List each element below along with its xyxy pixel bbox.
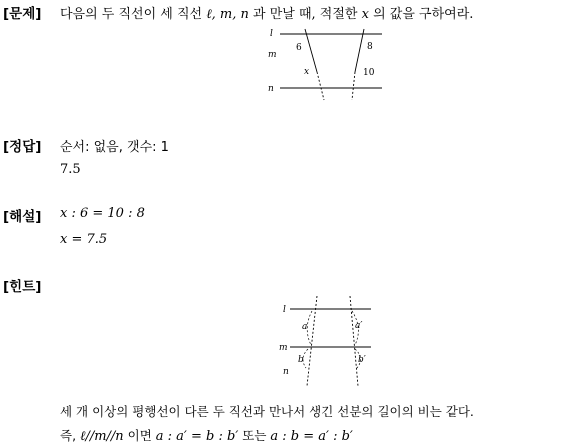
- fig-label-l: l: [270, 29, 273, 39]
- fig-label-n: n: [268, 84, 274, 94]
- fig-seg-10: 10: [363, 68, 375, 78]
- statement-mid: 과 만날 때, 적절한: [248, 7, 362, 22]
- statement-vars: ℓ, m, n: [206, 7, 249, 22]
- hint-label: [힌트]: [3, 279, 42, 295]
- problem-statement: [60, 3, 473, 22]
- statement-post: 의 값을 구하여라.: [368, 7, 474, 22]
- hint-seg-b-prime: b′: [358, 355, 366, 365]
- transversal-right: [355, 29, 364, 72]
- answer-value: 7.5: [60, 162, 81, 177]
- hint-seg-a: a: [302, 322, 308, 332]
- solution-line1: x : 6 = 10 : 8: [60, 206, 145, 221]
- hint-text1: 세 개 이상의 평행선이 다른 두 직선과 만나서 생긴 선분의 길이의 비는 같다.: [60, 404, 474, 419]
- hint-fig-label-n: n: [283, 367, 289, 377]
- hint-fig-label-l: l: [283, 305, 286, 315]
- hint-seg-b: b: [298, 355, 304, 365]
- hint-text2-eq1: a : a′ = b : b′: [155, 429, 239, 444]
- fig-seg-6: 6: [296, 43, 302, 53]
- problem-label: [문제]: [3, 6, 42, 22]
- solution-line2: x = 7.5: [60, 232, 108, 247]
- hint-text2-or: 또는: [238, 428, 271, 443]
- hint-text2-pre: 즉,: [60, 428, 81, 443]
- answer-meta: 순서: 없음, 갯수: 1: [60, 140, 169, 155]
- hint-seg-a-prime: a′: [355, 321, 363, 331]
- statement-x: x: [361, 7, 369, 22]
- problem-figure: [260, 24, 390, 102]
- hint-text2-mid: 이면: [123, 428, 156, 443]
- answer-label: [정답]: [3, 139, 42, 155]
- hint-text2: [60, 426, 353, 444]
- hint-fig-label-m: m: [279, 343, 288, 353]
- hint-transversal-left: [307, 296, 317, 386]
- hint-text2-cond: ℓ//m//n: [80, 429, 124, 444]
- hint-transversal-right: [350, 296, 358, 386]
- hint-text2-eq2: a : b = a′ : b′: [270, 429, 353, 444]
- solution-label: [해설]: [3, 209, 42, 225]
- hint-figure: [275, 294, 380, 389]
- transversal-left: [305, 29, 317, 72]
- fig-seg-8: 8: [367, 42, 373, 52]
- fig-label-m: m: [268, 50, 277, 60]
- fig-seg-x: x: [304, 67, 310, 77]
- statement-pre: 다음의 두 직선이 세 직선: [60, 7, 207, 22]
